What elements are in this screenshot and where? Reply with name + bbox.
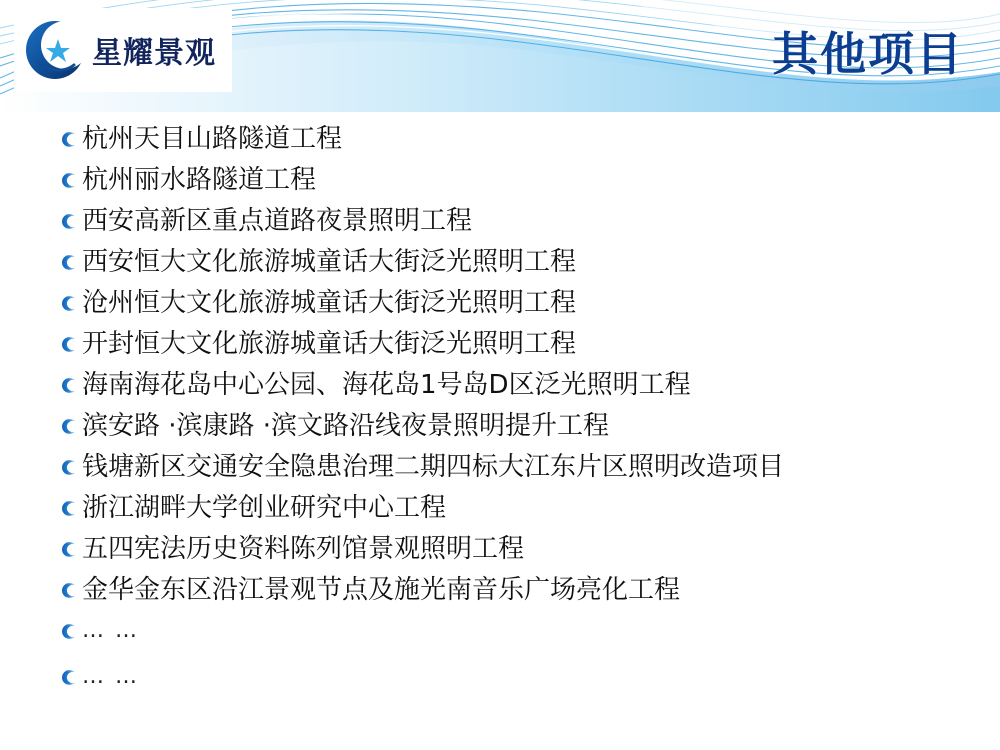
list-item-label: … …	[82, 618, 139, 643]
crescent-bullet-icon	[60, 620, 82, 650]
list-item-label: 杭州丽水路隧道工程	[82, 165, 317, 195]
list-item	[60, 286, 960, 322]
list-item-label: 金华金东区沿江景观节点及施光南音乐广场亮化工程	[82, 575, 681, 605]
list-item-label: 五四宪法历史资料陈列馆景观照明工程	[82, 534, 525, 564]
crescent-bullet-icon	[60, 538, 82, 568]
crescent-bullet-icon	[60, 666, 82, 696]
crescent-bullet-icon	[60, 497, 82, 527]
list-item	[60, 163, 960, 199]
list-item-label: 开封恒大文化旅游城童话大街泛光照明工程	[82, 329, 577, 359]
list-item	[60, 614, 960, 650]
list-item-label: 杭州天目山路隧道工程	[82, 124, 343, 154]
crescent-bullet-icon	[60, 210, 82, 240]
crescent-bullet-icon	[60, 292, 82, 322]
list-item-label: 西安高新区重点道路夜景照明工程	[82, 206, 473, 236]
crescent-bullet-icon	[60, 415, 82, 445]
list-item	[60, 660, 960, 696]
crescent-bullet-icon	[60, 374, 82, 404]
list-item	[60, 491, 960, 527]
list-item-label: 钱塘新区交通安全隐患治理二期四标大江东片区照明改造项目	[82, 452, 785, 482]
page-title: 其他项目	[772, 27, 964, 81]
list-item	[60, 450, 960, 486]
company-logo	[14, 8, 232, 92]
list-item	[60, 409, 960, 445]
bullet-list	[60, 122, 960, 706]
list-item	[60, 245, 960, 281]
list-item	[60, 327, 960, 363]
list-item-label: … …	[82, 664, 139, 689]
logo-text: 星耀景观	[92, 36, 216, 71]
list-item	[60, 368, 960, 404]
list-item-label: 浙江湖畔大学创业研究中心工程	[82, 493, 447, 523]
list-item-label: 海南海花岛中心公园、海花岛1号岛D区泛光照明工程	[82, 370, 691, 400]
list-item-label: 西安恒大文化旅游城童话大街泛光照明工程	[82, 247, 577, 277]
list-item	[60, 532, 960, 568]
crescent-bullet-icon	[60, 169, 82, 199]
list-item	[60, 573, 960, 609]
crescent-bullet-icon	[60, 251, 82, 281]
list-item	[60, 204, 960, 240]
crescent-bullet-icon	[60, 333, 82, 363]
list-item-label: 滨安路 ·滨康路 ·滨文路沿线夜景照明提升工程	[82, 411, 610, 441]
crescent-moon-star-icon	[22, 17, 88, 83]
crescent-bullet-icon	[60, 128, 82, 158]
list-item	[60, 122, 960, 158]
list-item-label: 沧州恒大文化旅游城童话大街泛光照明工程	[82, 288, 577, 318]
crescent-bullet-icon	[60, 579, 82, 609]
crescent-bullet-icon	[60, 456, 82, 486]
